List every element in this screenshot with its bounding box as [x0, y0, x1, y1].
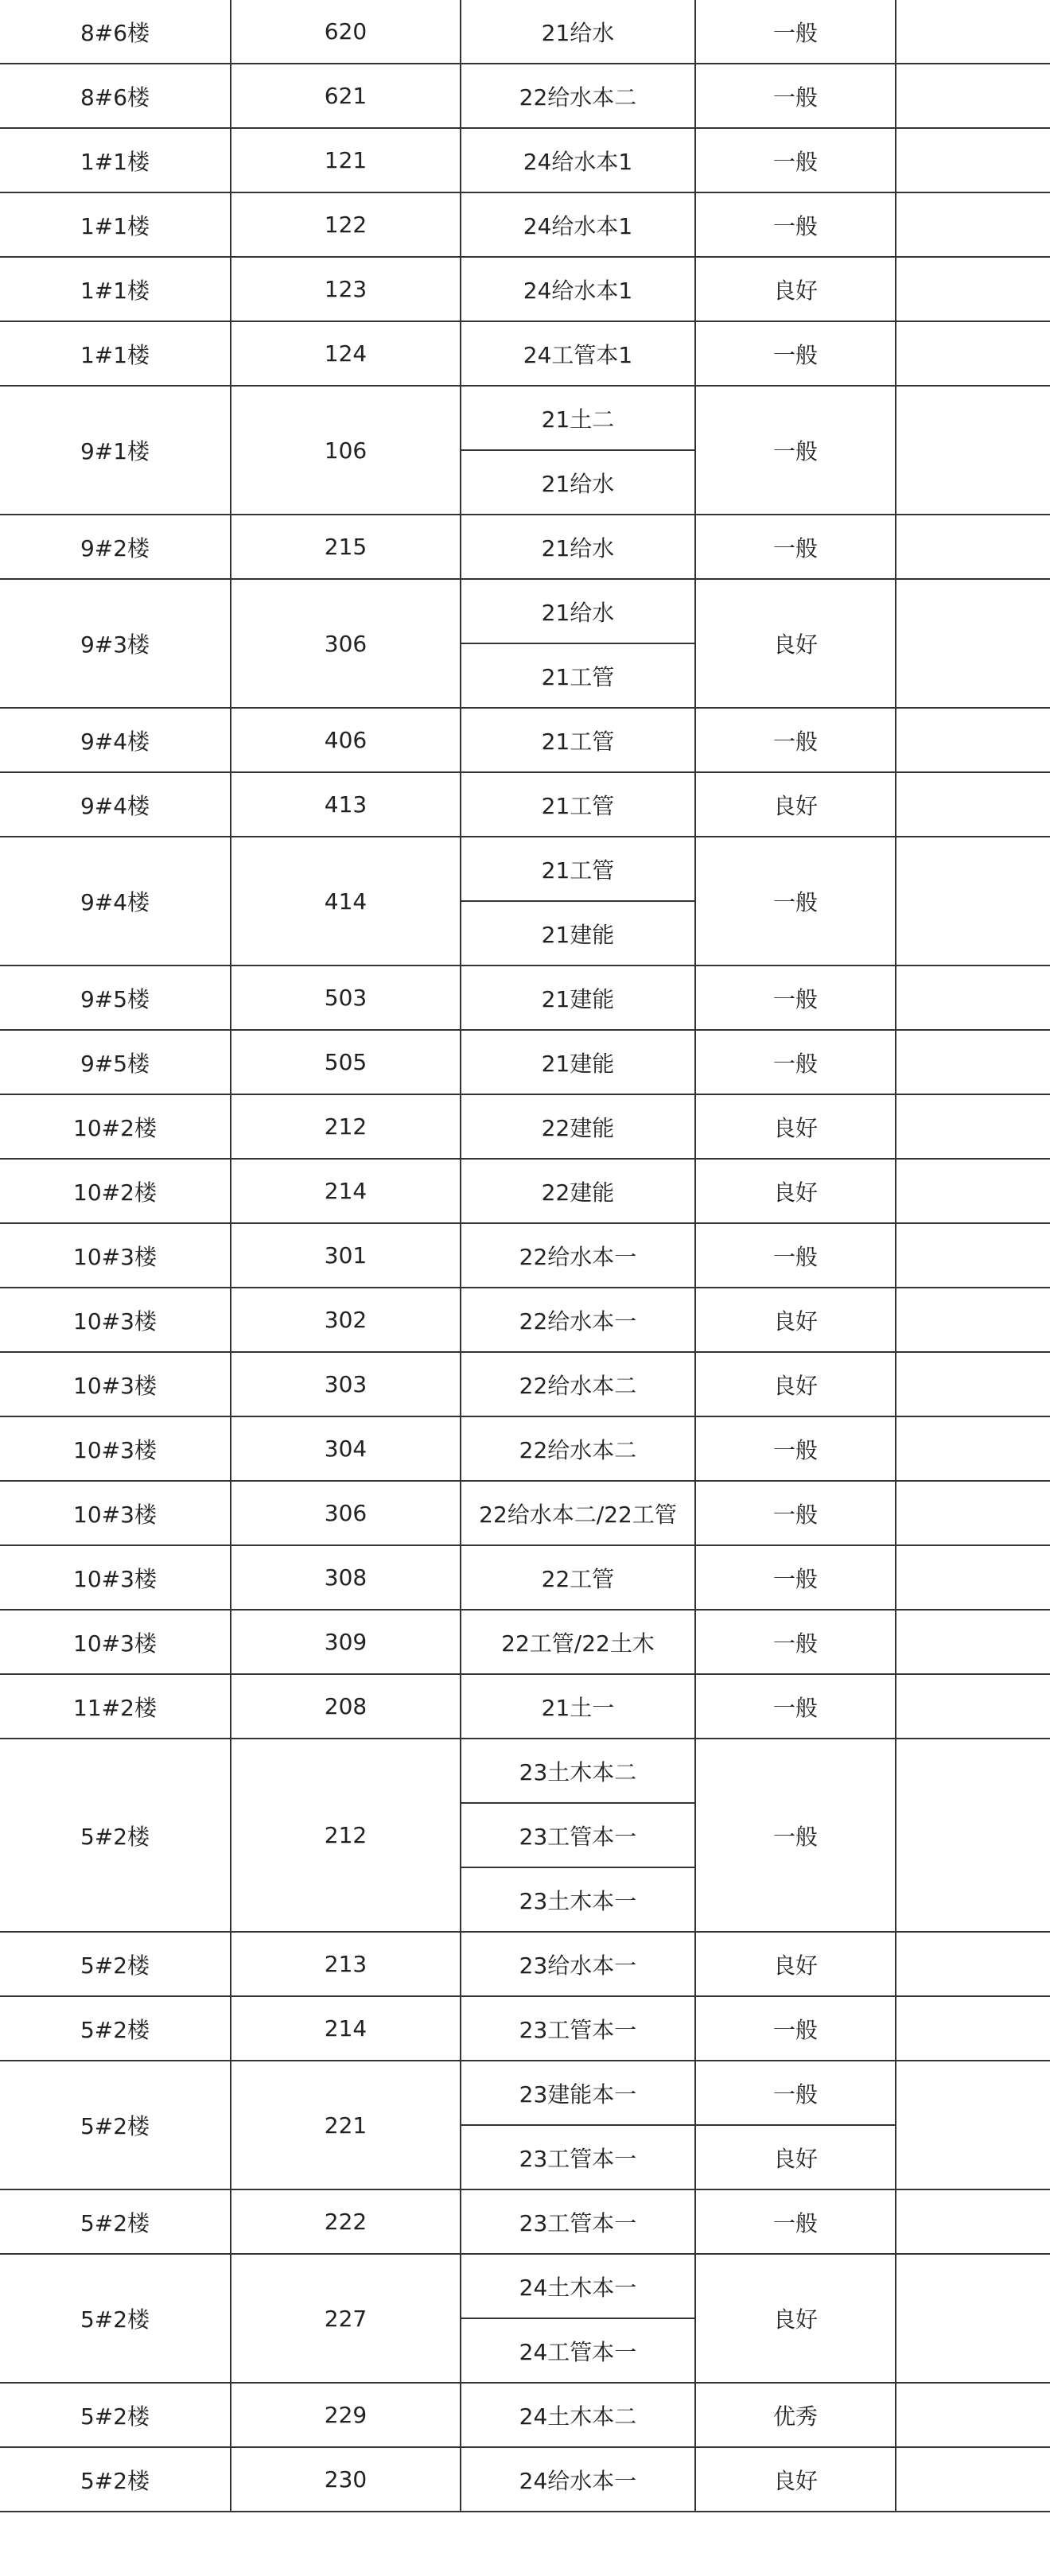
- remarks-cell: [896, 128, 1050, 192]
- building-cell: 11#2楼: [0, 1674, 231, 1739]
- table-row: [0, 1288, 1050, 1352]
- table-row: [0, 64, 1050, 128]
- rating-cell: 一般: [695, 2189, 896, 2254]
- rating-cell: 一般: [695, 386, 896, 515]
- building-cell: 10#3楼: [0, 1288, 231, 1352]
- table-row: [0, 837, 1050, 901]
- rating-cell: 一般: [695, 1610, 896, 1674]
- class-cell: 23工管本一: [461, 1803, 695, 1867]
- class-cell: 21建能: [461, 966, 695, 1030]
- table-row: [0, 772, 1050, 837]
- rating-cell: 一般: [695, 1739, 896, 1932]
- room-cell: 212: [231, 1739, 461, 1932]
- room-cell: 309: [231, 1610, 461, 1674]
- building-cell: 9#5楼: [0, 1030, 231, 1094]
- room-cell: 505: [231, 1030, 461, 1094]
- rating-cell: 一般: [695, 708, 896, 772]
- room-cell: 208: [231, 1674, 461, 1739]
- table-row: [0, 579, 1050, 643]
- table-row: [0, 1159, 1050, 1223]
- class-cell: 24给水本1: [461, 192, 695, 257]
- room-cell: 503: [231, 966, 461, 1030]
- building-cell: 9#3楼: [0, 579, 231, 708]
- class-cell: 23工管本一: [461, 2189, 695, 2254]
- class-cell: 21工管: [461, 643, 695, 708]
- rating-cell: 良好: [695, 772, 896, 837]
- remarks-cell: [896, 1545, 1050, 1610]
- room-cell: 214: [231, 1996, 461, 2061]
- remarks-cell: [896, 64, 1050, 128]
- class-cell: 22工管/22土木: [461, 1610, 695, 1674]
- class-cell: 22给水本二/22工管: [461, 1481, 695, 1545]
- table-row: [0, 321, 1050, 386]
- remarks-cell: [896, 321, 1050, 386]
- remarks-cell: [896, 2254, 1050, 2383]
- room-cell: 303: [231, 1352, 461, 1416]
- rating-cell: 良好: [695, 1159, 896, 1223]
- room-cell: 304: [231, 1416, 461, 1481]
- building-cell: 1#1楼: [0, 192, 231, 257]
- class-cell: 22给水本一: [461, 1223, 695, 1288]
- class-cell: 24给水本1: [461, 128, 695, 192]
- remarks-cell: [896, 966, 1050, 1030]
- remarks-cell: [896, 708, 1050, 772]
- class-cell: 23土木本一: [461, 1867, 695, 1932]
- building-cell: 10#3楼: [0, 1481, 231, 1545]
- rating-cell: 良好: [695, 2447, 896, 2512]
- class-cell: 24给水本一: [461, 2447, 695, 2512]
- remarks-cell: [896, 1030, 1050, 1094]
- room-cell: 406: [231, 708, 461, 772]
- table-row: [0, 708, 1050, 772]
- remarks-cell: [896, 837, 1050, 966]
- remarks-cell: [896, 1996, 1050, 2061]
- building-cell: 5#2楼: [0, 2061, 231, 2189]
- rating-cell: 良好: [695, 2254, 896, 2383]
- table-row: [0, 1223, 1050, 1288]
- table-row: [0, 1094, 1050, 1159]
- rating-cell: 一般: [695, 1416, 896, 1481]
- table-row: [0, 1610, 1050, 1674]
- rating-cell: 一般: [695, 1481, 896, 1545]
- room-cell: 620: [231, 0, 461, 64]
- table-row: [0, 192, 1050, 257]
- rating-cell: 一般: [695, 128, 896, 192]
- building-cell: 10#3楼: [0, 1352, 231, 1416]
- remarks-cell: [896, 772, 1050, 837]
- remarks-cell: [896, 2383, 1050, 2447]
- building-cell: 1#1楼: [0, 257, 231, 321]
- rating-cell: 一般: [695, 0, 896, 64]
- room-cell: 413: [231, 772, 461, 837]
- rating-cell: 一般: [695, 1223, 896, 1288]
- table-row: [0, 1481, 1050, 1545]
- building-cell: 10#2楼: [0, 1159, 231, 1223]
- class-cell: 22给水本二: [461, 1416, 695, 1481]
- building-cell: 8#6楼: [0, 64, 231, 128]
- table-row: [0, 966, 1050, 1030]
- remarks-cell: [896, 1481, 1050, 1545]
- remarks-cell: [896, 192, 1050, 257]
- rating-cell: 一般: [695, 321, 896, 386]
- rating-cell: 一般: [695, 192, 896, 257]
- class-cell: 22给水本二: [461, 1352, 695, 1416]
- table-row: [0, 0, 1050, 64]
- rating-cell: 一般: [695, 1030, 896, 1094]
- class-cell: 21土二: [461, 386, 695, 450]
- room-cell: 214: [231, 1159, 461, 1223]
- building-cell: 10#3楼: [0, 1610, 231, 1674]
- remarks-cell: [896, 1416, 1050, 1481]
- remarks-cell: [896, 386, 1050, 515]
- rating-cell: 良好: [695, 1094, 896, 1159]
- table-row: [0, 1932, 1050, 1996]
- class-cell: 21工管: [461, 772, 695, 837]
- rating-cell: 良好: [695, 579, 896, 708]
- class-cell: 21建能: [461, 1030, 695, 1094]
- remarks-cell: [896, 2447, 1050, 2512]
- room-cell: 121: [231, 128, 461, 192]
- room-cell: 106: [231, 386, 461, 515]
- rating-cell: 一般: [695, 837, 896, 966]
- table-row: [0, 2383, 1050, 2447]
- rating-cell: 一般: [695, 64, 896, 128]
- room-cell: 227: [231, 2254, 461, 2383]
- class-cell: 21给水: [461, 579, 695, 643]
- rating-cell: 良好: [695, 1288, 896, 1352]
- table-row: [0, 1739, 1050, 1803]
- building-cell: 5#2楼: [0, 2189, 231, 2254]
- remarks-cell: [896, 0, 1050, 64]
- class-cell: 22给水本二: [461, 64, 695, 128]
- table-row: [0, 386, 1050, 450]
- building-cell: 1#1楼: [0, 128, 231, 192]
- remarks-cell: [896, 2061, 1050, 2189]
- table-row: [0, 1674, 1050, 1739]
- room-cell: 123: [231, 257, 461, 321]
- remarks-cell: [896, 2189, 1050, 2254]
- building-cell: 9#2楼: [0, 515, 231, 579]
- building-cell: 5#2楼: [0, 1996, 231, 2061]
- table-row: [0, 1996, 1050, 2061]
- class-cell: 23土木本二: [461, 1739, 695, 1803]
- rating-cell: 良好: [695, 1932, 896, 1996]
- rating-cell: 良好: [695, 257, 896, 321]
- building-cell: 5#2楼: [0, 1739, 231, 1932]
- building-cell: 9#4楼: [0, 708, 231, 772]
- room-cell: 222: [231, 2189, 461, 2254]
- building-cell: 9#1楼: [0, 386, 231, 515]
- table-row: [0, 1545, 1050, 1610]
- remarks-cell: [896, 257, 1050, 321]
- table-row: [0, 1416, 1050, 1481]
- class-cell: 23工管本一: [461, 2125, 695, 2189]
- class-cell: 21给水: [461, 450, 695, 515]
- table-row: [0, 128, 1050, 192]
- class-cell: 24工管本一: [461, 2318, 695, 2383]
- class-cell: 24给水本1: [461, 257, 695, 321]
- room-cell: 122: [231, 192, 461, 257]
- class-cell: 21建能: [461, 901, 695, 966]
- remarks-cell: [896, 1739, 1050, 1932]
- rating-cell: 一般: [695, 1545, 896, 1610]
- class-cell: 22建能: [461, 1094, 695, 1159]
- room-cell: 306: [231, 1481, 461, 1545]
- table-row: [0, 2447, 1050, 2512]
- class-cell: 22工管: [461, 1545, 695, 1610]
- class-cell: 22给水本一: [461, 1288, 695, 1352]
- building-cell: 10#3楼: [0, 1545, 231, 1610]
- room-cell: 306: [231, 579, 461, 708]
- building-cell: 5#2楼: [0, 2447, 231, 2512]
- room-cell: 301: [231, 1223, 461, 1288]
- table-row: [0, 1030, 1050, 1094]
- building-cell: 9#4楼: [0, 837, 231, 966]
- building-cell: 10#3楼: [0, 1223, 231, 1288]
- remarks-cell: [896, 1094, 1050, 1159]
- room-cell: 414: [231, 837, 461, 966]
- class-cell: 21给水: [461, 0, 695, 64]
- rating-cell: 一般: [695, 1674, 896, 1739]
- table-row: [0, 1352, 1050, 1416]
- room-cell: 212: [231, 1094, 461, 1159]
- class-cell: 23建能本一: [461, 2061, 695, 2125]
- rating-cell: 一般: [695, 1996, 896, 2061]
- building-cell: 5#2楼: [0, 2383, 231, 2447]
- building-cell: 8#6楼: [0, 0, 231, 64]
- class-cell: 21给水: [461, 515, 695, 579]
- table-row: [0, 2061, 1050, 2125]
- room-cell: 230: [231, 2447, 461, 2512]
- remarks-cell: [896, 1288, 1050, 1352]
- rating-cell: 良好: [695, 1352, 896, 1416]
- class-cell: 24土木本一: [461, 2254, 695, 2318]
- rating-cell: 优秀: [695, 2383, 896, 2447]
- table-row: [0, 2189, 1050, 2254]
- remarks-cell: [896, 515, 1050, 579]
- building-cell: 9#4楼: [0, 772, 231, 837]
- rating-cell: 一般: [695, 2061, 896, 2125]
- class-cell: 23工管本一: [461, 1996, 695, 2061]
- remarks-cell: [896, 1223, 1050, 1288]
- class-cell: 22建能: [461, 1159, 695, 1223]
- table-row: [0, 2254, 1050, 2318]
- table-row: [0, 515, 1050, 579]
- class-cell: 21工管: [461, 837, 695, 901]
- table-row: [0, 257, 1050, 321]
- rating-cell: 良好: [695, 2125, 896, 2189]
- rating-cell: 一般: [695, 515, 896, 579]
- remarks-cell: [896, 579, 1050, 708]
- class-cell: 23给水本一: [461, 1932, 695, 1996]
- building-cell: 9#5楼: [0, 966, 231, 1030]
- room-cell: 621: [231, 64, 461, 128]
- room-cell: 215: [231, 515, 461, 579]
- remarks-cell: [896, 1932, 1050, 1996]
- room-cell: 221: [231, 2061, 461, 2189]
- building-cell: 5#2楼: [0, 1932, 231, 1996]
- class-cell: 21土一: [461, 1674, 695, 1739]
- remarks-cell: [896, 1352, 1050, 1416]
- remarks-cell: [896, 1674, 1050, 1739]
- rating-cell: 一般: [695, 966, 896, 1030]
- room-cell: 308: [231, 1545, 461, 1610]
- building-cell: 1#1楼: [0, 321, 231, 386]
- class-cell: 24土木本二: [461, 2383, 695, 2447]
- room-cell: 213: [231, 1932, 461, 1996]
- building-cell: 10#3楼: [0, 1416, 231, 1481]
- class-cell: 21工管: [461, 708, 695, 772]
- room-cell: 124: [231, 321, 461, 386]
- building-cell: 10#2楼: [0, 1094, 231, 1159]
- remarks-cell: [896, 1610, 1050, 1674]
- class-cell: 24工管本1: [461, 321, 695, 386]
- room-cell: 229: [231, 2383, 461, 2447]
- room-cell: 302: [231, 1288, 461, 1352]
- building-cell: 5#2楼: [0, 2254, 231, 2383]
- remarks-cell: [896, 1159, 1050, 1223]
